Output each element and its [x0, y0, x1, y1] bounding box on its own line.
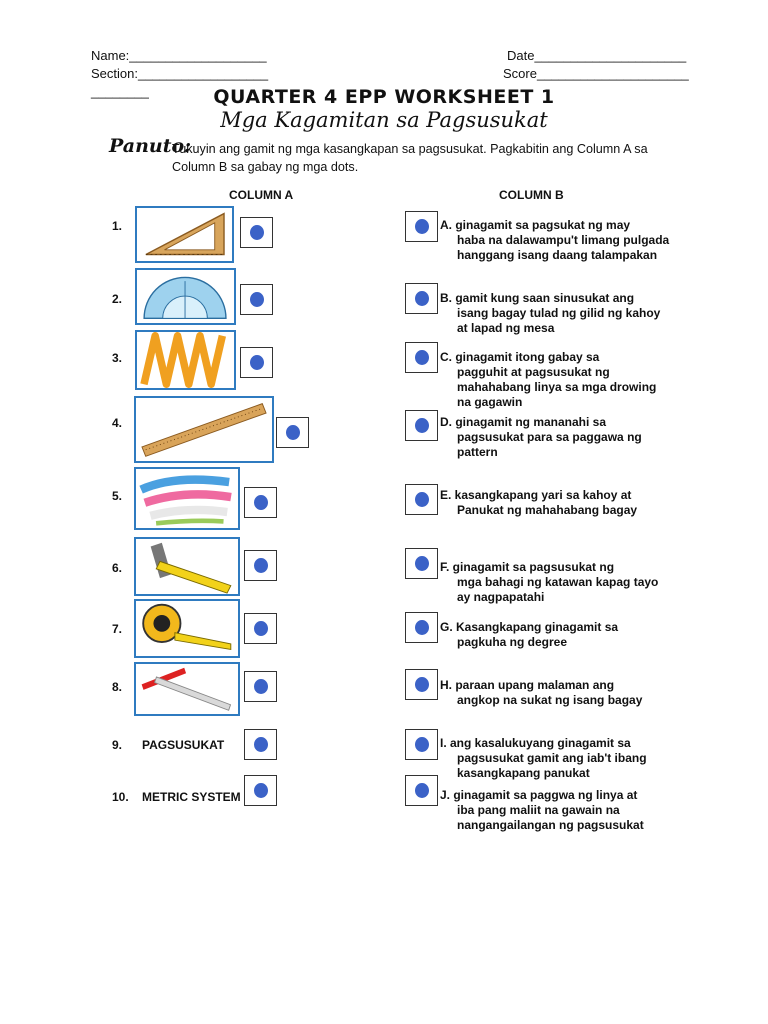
t-square-icon: [134, 662, 240, 716]
match-dot-a-10[interactable]: [244, 775, 277, 806]
item-number: 9.: [112, 738, 123, 752]
column-a-heading: COLUMN A: [229, 188, 294, 202]
item-number: 3.: [112, 351, 123, 365]
tape-measures-icon: [134, 467, 240, 530]
match-dot-a-9[interactable]: [244, 729, 277, 760]
item-number: 2.: [112, 292, 123, 306]
answer-g: G. Kasangkapang ginagamit sa pagkuha ng degree: [440, 620, 619, 649]
match-dot-b-d[interactable]: [405, 410, 438, 441]
match-dot-a-2[interactable]: [240, 284, 273, 315]
extra-line: ________: [91, 84, 149, 99]
worksheet-title: QUARTER 4 EPP WORKSHEET 1: [213, 86, 555, 108]
answer-j: J. ginagamit sa paggwa ng linya at iba pang maliit na gawain na nangangailangan ng pagsusukat: [440, 788, 644, 832]
match-dot-a-1[interactable]: [240, 217, 273, 248]
item-number: 4.: [112, 416, 123, 430]
item-number: 5.: [112, 489, 123, 503]
match-dot-b-e[interactable]: [405, 484, 438, 515]
match-dot-b-f[interactable]: [405, 548, 438, 579]
answer-a: A. ginagamit sa pagsukat ng may haba na dalawampu't limang pulgada hanggang isang daang talampakan: [440, 218, 670, 262]
instructions-label: Panuto:: [109, 135, 192, 157]
match-dot-a-3[interactable]: [240, 347, 273, 378]
worksheet-subtitle: Mga Kagamitan sa Pagsusukat: [220, 108, 548, 132]
date-field-label: Date_____________________: [507, 48, 687, 63]
match-dot-a-7[interactable]: [244, 613, 277, 644]
item-number: 10.: [112, 790, 129, 804]
match-dot-a-4[interactable]: [276, 417, 309, 448]
item-number: 8.: [112, 680, 123, 694]
l-square-icon: [134, 537, 240, 596]
match-dot-b-b[interactable]: [405, 283, 438, 314]
match-dot-b-j[interactable]: [405, 775, 438, 806]
name-field-label: Name:___________________: [91, 48, 267, 63]
score-field-label: Score_____________________: [503, 66, 689, 81]
item-word-pagsusukat: PAGSUSUKAT: [142, 738, 225, 752]
match-dot-b-i[interactable]: [405, 729, 438, 760]
tape-measure-reel-icon: [134, 599, 240, 658]
item-word-metric-system: METRIC SYSTEM: [142, 790, 241, 804]
item-number: 1.: [112, 219, 123, 233]
item-number: 6.: [112, 561, 123, 575]
instructions-text: Tukuyin ang gamit ng mga kasangkapan sa pagsusukat. Pagkabitin ang Column A sa Column B sa gabay ng mga dots.: [172, 142, 648, 174]
section-field-label: Section:__________________: [91, 66, 269, 81]
triangle-ruler-icon: [135, 206, 234, 263]
wooden-yardstick-icon: [134, 396, 274, 463]
match-dot-a-8[interactable]: [244, 671, 277, 702]
answer-i: I. ang kasalukuyang ginagamit sa pagsusukat gamit ang iab't ibang kasangkapang panukat: [440, 736, 647, 780]
item-number: 7.: [112, 622, 123, 636]
answer-d: D. ginagamit ng mananahi sa pagsusukat para sa paggawa ng pattern: [440, 415, 642, 459]
column-b-heading: COLUMN B: [499, 188, 564, 202]
match-dot-b-h[interactable]: [405, 669, 438, 700]
answer-f: F. ginagamit sa pagsusukat ng mga bahagi ng katawan kapag tayo ay nagpapatahi: [440, 560, 659, 604]
protractor-icon: [135, 268, 236, 325]
match-dot-b-a[interactable]: [405, 211, 438, 242]
answer-c: C. ginagamit itong gabay sa pagguhit at pagsusukat ng mahahabang linya sa mga drowing na gagawin: [440, 350, 657, 409]
answer-e: E. kasangkapang yari sa kahoy at Panukat ng mahahabang bagay: [440, 488, 638, 517]
match-dot-b-c[interactable]: [405, 342, 438, 373]
answer-h: H. paraan upang malaman ang angkop na sukat ng isang bagay: [440, 678, 643, 707]
match-dot-b-g[interactable]: [405, 612, 438, 643]
match-dot-a-5[interactable]: [244, 487, 277, 518]
match-dot-a-6[interactable]: [244, 550, 277, 581]
answer-b: B. gamit kung saan sinusukat ang isang bagay tulad ng gilid ng kahoy at lapad ng mesa: [440, 291, 661, 335]
folding-ruler-icon: [135, 330, 236, 390]
